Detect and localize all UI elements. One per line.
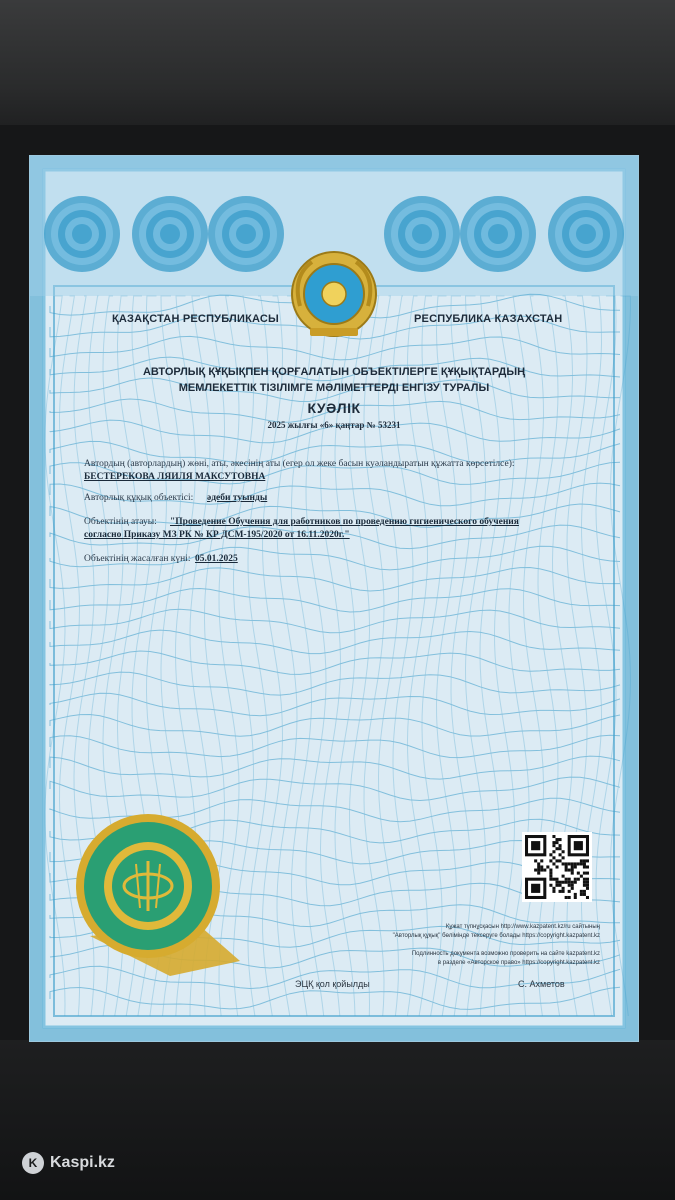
signer-name: С. Ахметов [518, 979, 565, 989]
qr-code-icon [525, 835, 589, 899]
verification-note-kz-1: Құжат түпнұсқасын http://www.kazpatent.kz/ru сайтының [445, 924, 600, 930]
created-date-value: 05.01.2025 [195, 554, 238, 564]
created-date-label: Объектінің жасалған күні: [84, 554, 191, 564]
verification-note-ru-2: в разделе «Авторское право» https://copyright.kazpatent.kz [437, 960, 600, 966]
watermark-text: Kaspi.kz [50, 1154, 115, 1171]
object-name-line-2: согласно Приказу МЗ РК № КР ДСМ-195/2020 от 16.11.2020г." [84, 530, 350, 540]
qr-code[interactable] [522, 832, 592, 902]
certificate [30, 156, 638, 1041]
object-name-line-1: "Проведение Обучения для работников по проведению гигиенического обучения [170, 517, 519, 527]
heading-line-2: МЕМЛЕКЕТТІК ТІЗІЛІМГЕ МӘЛІМЕТТЕРДІ ЕНГІЗУ ТУРАЛЫ [178, 382, 490, 394]
watermark [22, 1152, 115, 1174]
document-title: КУӘЛІК [307, 400, 361, 416]
guilloche-pattern [30, 156, 638, 1041]
object-type-value: әдеби туынды [207, 493, 268, 503]
country-name-ru: РЕСПУБЛИКА КАЗАХСТАН [414, 313, 563, 325]
country-name-kz: ҚАЗАҚСТАН РЕСПУБЛИКАСЫ [112, 313, 279, 325]
signature-label: ЭЦҚ қол қойылды [295, 979, 370, 989]
state-emblem [292, 252, 376, 336]
heading-line-1: АВТОРЛЫҚ ҚҰҚЫҚПЕН ҚОРҒАЛАТЫН ОБЪЕКТІЛЕРГЕ ҚҰҚЫҚТАРДЫҢ [142, 366, 526, 378]
author-label: Автордың (авторлардың) жөні, аты, әкесінің аты (егер ол жеке басын куәландыратын құжатта көрсетілсе): [84, 459, 515, 469]
kaspi-logo-icon [22, 1152, 44, 1174]
background-top [0, 0, 675, 125]
object-type-label: Авторлық құқық объектісі: [84, 493, 194, 503]
document-date-number: 2025 жылғы «6» қаңтар № 53231 [267, 420, 401, 430]
object-name-label: Объектінің атауы: [84, 517, 157, 527]
verification-note-ru-1: Подлинность документа возможно проверить на сайте kazpatent.kz [411, 951, 600, 957]
author-name: БЕСТЕРЕКОВА ЛЯИЛЯ МАКСУТОВНА [84, 472, 266, 482]
verification-note-kz-2: "Авторлық құқық" бөлімінде тексеруге болады https://copyright.kazpatent.kz [392, 933, 600, 939]
background-bottom [0, 1040, 675, 1200]
